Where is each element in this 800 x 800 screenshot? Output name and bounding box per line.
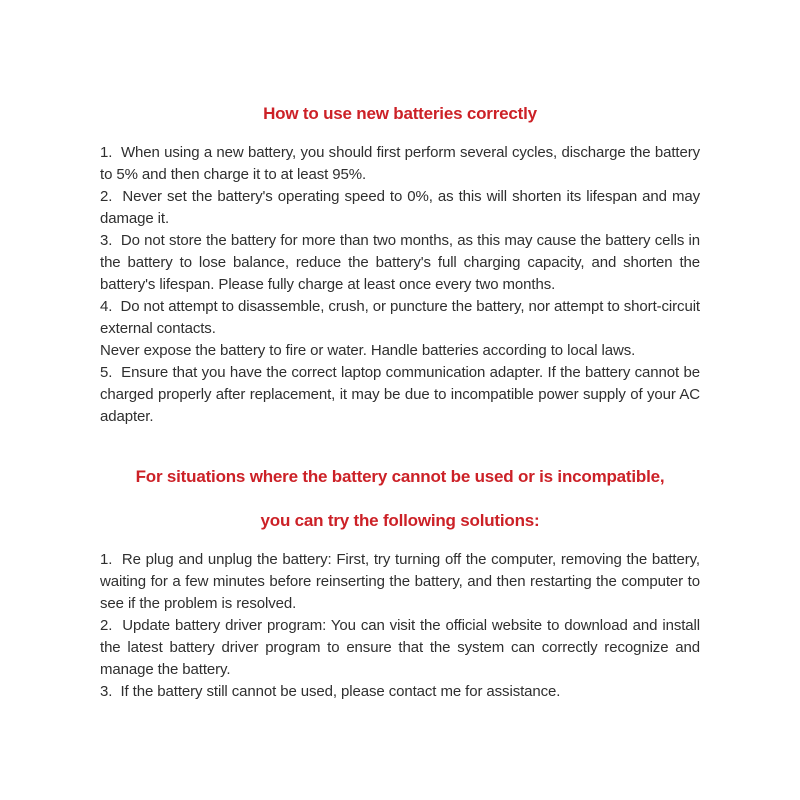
troubleshooting-solutions-section [100, 549, 700, 703]
usage-instruction-item-2: 2. Never set the battery's operating speed to 0%, as this will shorten its lifespan and may damage it. [100, 188, 700, 227]
solution-item-2: 2. Update battery driver program: You can visit the official website to download and install the latest battery driver program to ensure that the system can correctly recognize and manage the battery. [100, 617, 700, 678]
solution-item-3: 3. If the battery still cannot be used, please contact me for assistance. [100, 683, 561, 700]
usage-instruction-item-1: 1. When using a new battery, you should first perform several cycles, discharge the battery to 5% and then charge it to at least 95%. [100, 144, 700, 183]
usage-instruction-item-5: 5. Ensure that you have the correct laptop communication adapter. If the battery cannot be charged properly after replacement, it may be due to incompatible power supply of your AC adapter. [100, 364, 700, 425]
section-title-how-to-use: How to use new batteries correctly [263, 104, 537, 123]
usage-instruction-note: Never expose the battery to fire or water. Handle batteries according to local laws. [100, 342, 636, 359]
usage-instruction-item-4: 4. Do not attempt to disassemble, crush, or puncture the battery, nor attempt to short-circuit external contacts. [100, 298, 700, 337]
section-title-troubleshooting-line2: you can try the following solutions: [260, 511, 540, 530]
usage-instruction-item-3: 3. Do not store the battery for more than two months, as this may cause the battery cells in the battery to lose balance, reduce the battery's full charging capacity, and shorten the battery's lifespan. Please fully charge at least once every two months. [100, 232, 700, 293]
solution-item-1: 1. Re plug and unplug the battery: First, try turning off the computer, removing the battery, waiting for a few minutes before reinserting the battery, and then restarting the computer to see if the problem is resolved. [100, 551, 700, 612]
section-title-troubleshooting-line1: For situations where the battery cannot be used or is incompatible, [135, 467, 665, 486]
usage-instructions-section [100, 142, 700, 428]
